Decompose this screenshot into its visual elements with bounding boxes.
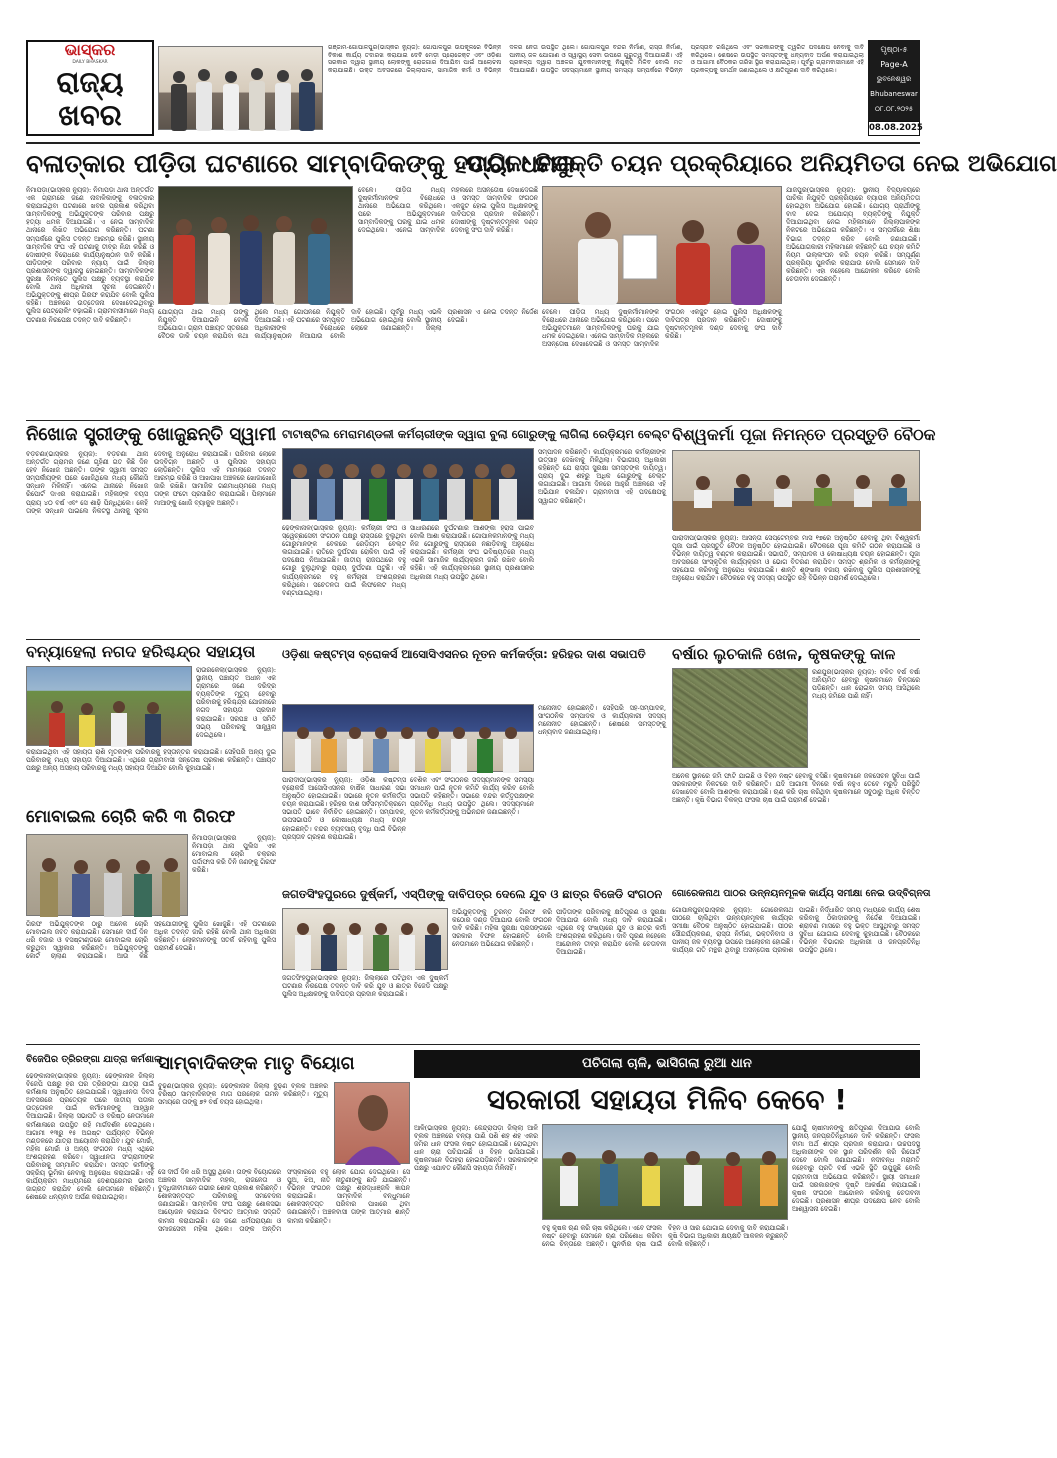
story-2-text: ବେଳେ। ପୀଡ଼ିତା ମଧ୍ୟ ଦୁଷ୍କର୍ମୀମାନଙ୍କ ବିରୋଧରେ ଥାନାରେ ଅଭିଯୋଗ କରିଥିଲେ। ପରେ ଅଭିଯୁକ୍ତମାନେ ସାମ୍ବାଦିକଙ୍କୁ ଘରକୁ ଯାଇ ଧମକ ଦେଇଥିଲେ। ଏନେଇ ସାମ୍ବାଦିକ ମହଲରେ ଅସନ୍ତୋଷ ଦେଖାଦେଇଛି ଓ ସମସ୍ତ ସାମ୍ବାଦିକ ସଂଗଠନ ଏକଜୁଟ ହୋଇ ପୁଲିସ ଅଧିକ୍ଷକଙ୍କୁ ଦାବିପତ୍ର ପ୍ରଦାନ କରିଛନ୍ତି। ଦୋଷୀଙ୍କୁ ଦୃଷ୍ଟାନ୍ତମୂଳକ ଦଣ୍ଡ ଦେବାକୁ ସଂଘ ଦାବି କରିଛି।	[358, 186, 538, 235]
headline-mobile-theft: ମୋବାଇଲ ଚୋରି କରି ୩ ଗିରଫ	[26, 807, 236, 827]
police-arrest-figures	[27, 835, 189, 917]
story-27-text: ବହୁ କୃଷକ ଋଣ କରି ଚାଷ କରିଥିଲେ। ଏବେ ଫସଲ ନଷ୍ଟ ହେବାରୁ ସେମାନେ ଋଣ ପରିଶୋଧ କରିବା ନେଇ ଚିନ୍ତାରେ ଅଛନ୍ତି। ପୁନର୍ବାର ଚାଷ ପାଇଁ ବିହନ ଓ ସାର ଯୋଗାଇ ଦେବାକୁ ଦାବି କରାଯାଇଛି। କୃଷି ବିଭାଗ ଅଧିକାରୀ କ୍ଷୟକ୍ଷତି ଆକଳନ କରୁଛନ୍ତି ବୋଲି କହିଛନ୍ତି।	[542, 1224, 788, 1249]
people-meeting-photo	[158, 186, 353, 304]
top-story-text: ଗଞ୍ଜାମ-ଗୋପାଳପୁର(ଭାସ୍କର ନ୍ୟୁଜ): ଗୋପାଳପୁର ଉପକୂଳରେ ବିଭିନ୍ନ ବିକାଶ କାର୍ଯ୍ୟ ତଦାରଖ କରାଯାଇ ଦେବି ମେଡ଼ୀ ପ୍ରୋଜେକ୍ଟ ଏବଂ ଓଡ଼ିଶା ସରକାର ଦ୍ୱାରା ସ୍ଥାନୀୟ ଲୋକଙ୍କୁ ରୋଜଗାର ଦିଆଯିବା ପାଇଁ ଆଲୋଚନା କରାଯାଇଛି। ଉକ୍ତ ଅବସରରେ ଜିଲ୍ଲାପାଳ, ସାମାଜିକ କର୍ମୀ ଓ ବିଭିନ୍ନ ଦଳର ନେତା ଉପସ୍ଥିତ ଥିଲେ। ଗୋପାଳପୁର ବନ୍ଦର ନିର୍ମାଣ, ରାସ୍ତା ନିର୍ମାଣ, ପାନୀୟ ଜଳ ଯୋଗାଣ ଓ ସ୍ୱାସ୍ଥ୍ୟ ସେବା ଉପରେ ଗୁରୁତ୍ୱ ଦିଆଯାଇଛି। ଏହି ପ୍ରକଳ୍ପ ଦ୍ୱାରା ଅଞ୍ଚଳର ଯୁବକମାନଙ୍କୁ ନିଯୁକ୍ତି ମିଳିବ ବୋଲି ମତ ଦିଆଯାଇଛି। ଉପସ୍ଥିତ ସଦସ୍ୟମାନେ ସ୍ଥାନୀୟ ସମସ୍ୟା ସମ୍ପର୍କରେ ବିଭିନ୍ନ ପ୍ରସ୍ତାବ ରଖିଥିଲେ ଏବଂ ସରକାରଙ୍କୁ ତ୍ୱରିତ ପଦକ୍ଷେପ ନେବାକୁ ଦାବି କରିଥିଲେ। ଶେଷରେ ଉପସ୍ଥିତ ସମସ୍ତଙ୍କୁ ଧନ୍ୟବାଦ ଅର୍ପଣ କରାଯାଇଥିଲା ଓ ଆଗାମୀ ବୈଠକର ତାରିଖ ସ୍ଥିର କରାଯାଇଥିଲା। ପୂର୍ବରୁ ଗ୍ରାମବାସୀମାନେ ଏହି ପ୍ରକଳ୍ପକୁ ସମର୍ଥନ ଜଣାଇଥିଲେ ଓ କ୍ଷତିପୂରଣ ଦାବି କରିଥିଲେ।	[328, 44, 864, 74]
story-22-text: ଗୋପାଳପୁର(ଭାସ୍କର ନ୍ୟୁଜ): ଗୋରେକନାଥ ପୀଠରେ ଚାଲିଥିବା ଉନ୍ନୟନମୂଳକ କାର୍ଯ୍ୟର ସମୀକ୍ଷା ବୈଠକ ଅନୁଷ୍ଠିତ ହୋଇଯାଇଛି। ପୀଠର ସୌନ୍ଦର୍ଯ୍ୟକରଣ, ରାସ୍ତା ନିର୍ମାଣ, ଭକ୍ତନିବାସ ଓ ପାନୀୟ ଜଳ ବ୍ୟବସ୍ଥା ଉପରେ ଆଲୋଚନା ହୋଇଛି। କାର୍ଯ୍ୟର ଗତି ମନ୍ଥର ଥିବାରୁ ଅସନ୍ତୋଷ ପ୍ରକାଶ ପାଇଛି। ନିର୍ଦ୍ଧାରିତ ସମୟ ମଧ୍ୟରେ କାର୍ଯ୍ୟ ଶେଷ କରିବାକୁ ଠିକାଦାରଙ୍କୁ ନିର୍ଦ୍ଦେଶ ଦିଆଯାଇଛି। ଶ୍ରାବଣ ମାସରେ ବହୁ ଭକ୍ତ ଆସୁଥିବାରୁ ସମସ୍ତ ସୁବିଧା ଯୋଗାଇ ଦେବାକୁ କୁହାଯାଇଛି। ବୈଠକରେ ବିଭିନ୍ନ ବିଭାଗର ଅଧିକାରୀ ଓ ଜନପ୍ରତିନିଧି ଉପସ୍ଥିତ ଥିଲେ।	[672, 906, 920, 955]
story-4-text: ଯୋଗ୍ୟତା ଥାଇ ମଧ୍ୟ ତାଙ୍କୁ ନିଯୁକ୍ତି ଦିଆଯାଇନି ବୋଲି ଅଭିଯୋଗ। ଗ୍ରାମ ପଞ୍ଚାୟତ ସ୍ତରରେ ବୈଠକ ଡାକି ଚୟନ କରାଯିବା କଥା ଥିଲେ ମଧ୍ୟ ଗୋପନରେ ନିଯୁକ୍ତି ଦିଆଯାଇଛି। ଏହି ଘଟଣାରେ ସମ୍ପୃକ୍ତ ଅଧିକାରୀଙ୍କ ବିରୋଧରେ କାର୍ଯ୍ୟାନୁଷ୍ଠାନ ନିଆଯାଉ ବୋଲି ଦାବି ହୋଇଛି। ପୂର୍ବରୁ ମଧ୍ୟ ଏଭଳି ଅଭିଯୋଗ ହୋଇଥିଲା ବୋଲି ସ୍ଥାନୀୟ ଲୋକେ ଜଣାଇଛନ୍ତି। ଜିଲ୍ଲା ପ୍ରଶାସନ ଏ ନେଇ ତଦନ୍ତ ନିର୍ଦ୍ଦେଶ ଦେଇଛି।	[158, 308, 538, 341]
flooded-paddy-figures	[543, 1125, 789, 1221]
brand-logo: ଭାସ୍କର	[64, 40, 116, 59]
story-16-text: ଅନେକ ସ୍ଥାନରେ ଜମି ଫାଟି ଯାଇଛି ଓ ବିହନ ନଷ୍ଟ ହେବାକୁ ବସିଛି। କୃଷକମାନେ ଜଳସେଚନ ସୁବିଧା ପାଇଁ ସରକାରଙ୍କ ନିକଟରେ ଦାବି କରିଛନ୍ତି। ଯଦି ଆଗାମୀ ଦିନରେ ବର୍ଷା ନହୁଏ ତେବେ ମରୁଡ଼ି ପରିସ୍ଥିତି ଦେଖାଦେବ ବୋଲି ଆଶଙ୍କା କରାଯାଉଛି। ଋଣ କରି ଚାଷ କରିଥିବା କୃଷକମାନେ ସବୁଠାରୁ ଅଧିକ ଚିନ୍ତିତ ଅଛନ୍ତି। କୃଷି ବିଭାଗ ବିକଳ୍ପ ଫସଲ ଚାଷ ପାଇଁ ପରାମର୍ଶ ଦେଇଛି।	[672, 772, 920, 805]
dry-field-photo	[672, 668, 808, 768]
cattle-belt-event-photo	[282, 448, 534, 520]
story-5-text: ବଡ଼ଚଣା(ଭାସ୍କର ନ୍ୟୁଜ): ବଡ଼ଚଣା ଥାନା ଅନ୍ତର୍ଗତ ଗ୍ରାମର ଜଣେ ଗୃହିଣୀ ଗତ କିଛି ଦିନ ହେବ ନିଖୋଜ ଅଛନ୍ତି। ତାଙ୍କ ସ୍ୱାମୀ ସମସ୍ତ ସମ୍ପର୍କୀୟଙ୍କ ଘରେ ଖୋଜିଥିଲେ ମଧ୍ୟ କୌଣସି ସନ୍ଧାନ ମିଳିନାହିଁ। ଏନେଇ ଥାନାରେ ନିଖୋଜ ରିପୋର୍ଟ ଦାଏର କରାଯାଇଛି। ମହିଳାଙ୍କ ବୟସ ପ୍ରାୟ ୪୦ ବର୍ଷ ଏବଂ ସେ ଶାଢ଼ି ପିନ୍ଧିଥିଲେ। କେହି ତାଙ୍କ ସନ୍ଧାନ ପାଇଲେ ନିକଟସ୍ଥ ଥାନାକୁ ସୂଚନା ଦେବାକୁ ଅନୁରୋଧ କରାଯାଇଛି। ପରିବାର ଲୋକେ ଉଦ୍‌ବିଗ୍ନ ଅଛନ୍ତି ଓ ପୁଲିସର ସହାୟତା ଲୋଡ଼ିଛନ୍ତି। ପୁଲିସ ଏହି ମାମଲାରେ ତଦନ୍ତ ଆରମ୍ଭ କରିଛି ଓ ଆଖପାଖ ଅଞ୍ଚଳରେ ଖୋଜାଖୋଜି ଜାରି ରଖିଛି। ସାମାଜିକ ଗଣମାଧ୍ୟମରେ ମଧ୍ୟ ତାଙ୍କ ଫଟୋ ପ୍ରସାରିତ କରାଯାଇଛି। ପିଲାମାନେ ମାଆଙ୍କୁ ଖୋଜି ବ୍ୟାକୁଳ ଅଛନ୍ତି।	[26, 450, 276, 515]
headline-journalist-mother: ସାମ୍ବାଦିକଙ୍କ ମାତୃ ବିୟୋଗ	[158, 1053, 355, 1074]
story-10-text: ରାଉରକେଲା(ଭାସ୍କର ନ୍ୟୁଜ): ସ୍ଥାନୀୟ ପଞ୍ଚାୟତ ଅଧୀନ ଏକ ଗ୍ରାମରେ ଜଣେ ଦରିଦ୍ର ବ୍ୟକ୍ତିଙ୍କ ମୃତ୍ୟୁ ହେବାରୁ ପରିବାରକୁ ହରିଶ୍ଚନ୍ଦ୍ର ଯୋଜନାରେ ନଗଦ ସହାୟତା ପ୍ରଦାନ କରାଯାଇଛି। ସରପଞ୍ଚ ଓ ସମିତି ସଭ୍ୟ ପରିବାରକୁ ସାନ୍ତ୍ୱନା ଦେଇଥିଲେ।	[196, 666, 276, 739]
masthead	[26, 40, 154, 136]
story-18-text: ଗିରଫ ଅଭିଯୁକ୍ତଙ୍କ ଠାରୁ ଅନେକ ଚୋରି ମୋବାଇଲ ଜବତ କରାଯାଇଛି। ସେମାନେ ଦୀର୍ଘ ଦିନ ଧରି ବଜାର ଓ ବସଷ୍ଟାଣ୍ଡରେ ମୋବାଇଲ ଚୋରି କରୁଥିବା ସ୍ୱୀକାର କରିଛନ୍ତି। ଅଭିଯୁକ୍ତଙ୍କୁ କୋର୍ଟ ଚାଲାଣ କରାଯାଇଛି। ଆଉ କିଛି ସହଯୋଗୀଙ୍କୁ ପୁଲିସ ଖୋଜୁଛି। ଏହି ଘଟଣାରେ ଅଧିକ ତଦନ୍ତ ଜାରି ରହିଛି ବୋଲି ଥାନା ଅଧିକାରୀ କହିଛନ୍ତି। ଲୋକମାନଙ୍କୁ ସତର୍କ ରହିବାକୁ ପୁଲିସ ପରାମର୍ଶ ଦେଇଛି।	[26, 920, 276, 961]
headline-jagatsinghpur: ଜଗତସିଂହପୁରରେ ଦୁର୍ଷ୍କର୍ମ, ଏସ୍‌ପିଙ୍କୁ ଦାବିପତ୍ର ଦେଲେ ଯୁବ ଓ ଛାତ୍ର ବିଜେଡି ସଂଗଠନ	[282, 887, 663, 901]
page-number-en: Page-A	[880, 60, 908, 69]
headline-gorekhnath: ଗୋରେକନାଥ ପାଠର ଉନ୍ନୟନମୂଳକ କାର୍ଯ୍ୟ ସମୀକ୍ଷା ନେଇ ଉଦ୍‌ବିଗ୍ନତା	[672, 888, 931, 899]
section-title-line2: ଖବର	[58, 98, 122, 132]
meeting-hall-photo	[672, 450, 920, 530]
complaint-submission-photo	[542, 186, 782, 304]
story-3-text: ଯାଜପୁର(ଭାସ୍କର ନ୍ୟୁଜ): ସ୍ଥାନୀୟ ବିଦ୍ୟାଳୟରେ ପାଚିକା ନିଯୁକ୍ତି ପ୍ରକ୍ରିୟାରେ ବ୍ୟାପକ ଅନିୟମିତତା ହୋଇଥିବା ଅଭିଯୋଗ ହୋଇଛି। ଯୋଗ୍ୟ ପ୍ରାର୍ଥୀଙ୍କୁ ବାଦ ଦେଇ ଅଯୋଗ୍ୟ ବ୍ୟକ୍ତିଙ୍କୁ ନିଯୁକ୍ତି ଦିଆଯାଇଥିବା ନେଇ ମହିଳାମାନେ ଜିଲ୍ଲାପାଳଙ୍କ ନିକଟରେ ଅଭିଯୋଗ କରିଛନ୍ତି। ଏ ସମ୍ପର୍କରେ ଶିକ୍ଷା ବିଭାଗ ତଦନ୍ତ କରିବ ବୋଲି ଜଣାଯାଇଛି। ଅଭିଯୋଗକାରୀ ମହିଳାମାନେ କହିଛନ୍ତି ଯେ ଚୟନ କମିଟି ନିୟମ ଉଲ୍ଲଂଘନ କରି ଚୟନ କରିଛି। ସମ୍ପୂର୍ଣ୍ଣ ପ୍ରକ୍ରିୟା ପୁନର୍ବାର କରାଯାଉ ବୋଲି ସେମାନେ ଦାବି କରିଛନ୍ତି। ଏହା ନହେଲେ ଆନ୍ଦୋଳନ କରିବେ ବୋଲି ଚେତାବନୀ ଦେଇଛନ୍ତି।	[786, 186, 920, 284]
people-meeting-figures	[159, 187, 354, 305]
headline-bjp-tiranga: ବିଜେପିର ତ୍ରିରଙ୍ଗା ଯାତ୍ରା କର୍ମଶାଳା	[26, 1054, 163, 1065]
headline-missing-wife: ନିଖୋଜ ସ୍ତ୍ରୀଙ୍କୁ ଖୋଜୁଛନ୍ତି ସ୍ୱାମୀ	[26, 424, 277, 445]
story-1-text: ନିମାପଡ଼ା(ଭାସ୍କର ନ୍ୟୁଜ): ନିମାପଡ଼ା ଥାନା ଅନ୍ତର୍ଗତ ଏକ ଗ୍ରାମରେ ଜଣେ ନାବାଳିକାଙ୍କୁ ବଳାତ୍କାର କରାଯାଇଥିବା ଘଟଣାରେ ଖବର ପ୍ରକାଶ କରିଥିବା ସାମ୍ବାଦିକଙ୍କୁ ଅଭିଯୁକ୍ତଙ୍କ ପରିବାର ପକ୍ଷରୁ ହତ୍ୟା ଧମକ ଦିଆଯାଇଛି। ଏ ନେଇ ସାମ୍ବାଦିକ ଥାନାରେ ଲିଖିତ ଅଭିଯୋଗ କରିଛନ୍ତି। ଘଟଣା ସମ୍ପର୍କରେ ପୁଲିସ ତଦନ୍ତ ଆରମ୍ଭ କରିଛି। ସ୍ଥାନୀୟ ସାମ୍ବାଦିକ ସଂଘ ଏହି ଘଟଣାକୁ ତୀବ୍ର ନିନ୍ଦା କରିଛି ଓ ଦୋଷୀଙ୍କ ବିରୋଧରେ କାର୍ଯ୍ୟାନୁଷ୍ଠାନ ଦାବି କରିଛି। ପୀଡ଼ିତାଙ୍କ ପରିବାର ନ୍ୟାୟ ପାଇଁ ଜିଲ୍ଲା ପ୍ରଶାସନଙ୍କ ଦ୍ୱାରସ୍ଥ ହୋଇଛନ୍ତି। ସାମ୍ବାଦିକଙ୍କ ସୁରକ୍ଷା ନିମନ୍ତେ ପୁଲିସ ପକ୍ଷରୁ ବ୍ୟବସ୍ଥା କରାଯିବ ବୋଲି ଥାନା ଅଧିକାରୀ ସୂଚନା ଦେଇଛନ୍ତି। ଅଭିଯୁକ୍ତଙ୍କୁ ଶୀଘ୍ର ଗିରଫ କରାଯିବ ବୋଲି ପୁଲିସ କହିଛି। ଅଞ୍ଚଳରେ ଉତ୍ତେଜନା ଦେଖାଦେଇଥିବାରୁ ପୁଲିସ ପେଟ୍ରୋଲିଂ ବଢ଼ାଇଛି। ଗ୍ରାମବାସୀମାନେ ମଧ୍ୟ ଘଟଣାର ନିରପେକ୍ଷ ତଦନ୍ତ ଦାବି କରିଛନ୍ତି।	[26, 186, 154, 324]
flooded-paddy-photo	[542, 1124, 788, 1220]
story-21-text: ପୀଡ଼ିତାଙ୍କ ପରିବାରକୁ କ୍ଷତିପୂରଣ ଓ ସୁରକ୍ଷା ଦିଆଯାଉ ବୋଲି ମଧ୍ୟ ଦାବି କରାଯାଇଛି। ଏଥିରେ ବହୁ ସଂଖ୍ୟାରେ ଯୁବ ଓ ଛାତ୍ର କର୍ମୀ ଅଂଶଗ୍ରହଣ କରିଥିଲେ। ଦାବି ପୂରଣ ନହେଲେ ଆନ୍ଦୋଳନ ତୀବ୍ର କରାଯିବ ବୋଲି ଚେତାବନୀ ଦିଆଯାଇଛି।	[556, 908, 666, 957]
date-en: 08.08.2025	[868, 121, 920, 136]
headline-customs-brokers: ଓଡ଼ିଶା କଷ୍ଟମ୍ସ ବ୍ରୋକର୍ସ ଆସୋସିଏସନର ନୂତନ କର୍ମକର୍ତ୍ତା: ହରିହର ଦାଶ ସଭାପତି	[282, 647, 646, 661]
brand-sub: DAILY BHASKAR	[72, 60, 108, 65]
headline-rape-victim-journalist: ବଳାତ୍କାର ପୀଡ଼ିତା ଘଟଣାରେ ସାମ୍ବାଦିକଙ୍କୁ ହତ୍ୟା ଧମକ	[26, 149, 576, 178]
story-8-text: ସମ୍ପାଦନ କରିଛନ୍ତି। କାର୍ଯ୍ୟକ୍ରମରେ କର୍ମଚାରୀଙ୍କ ଉତ୍ସାହ ଦେଖିବାକୁ ମିଳିଥିଲା। ବିଭାଗୀୟ ଅଧିକାରୀ କହିଛନ୍ତି ଯେ ରାସ୍ତା ସୁରକ୍ଷା ସମସ୍ତଙ୍କ ଦାୟିତ୍ୱ। ପ୍ରାୟ ଦୁଇ ଶହରୁ ଅଧିକ ଗୋରୁଙ୍କୁ ବେଲ୍ଟ ଲଗାଯାଇଛି। ଆଗାମୀ ଦିନରେ ଆହୁରି ଅଞ୍ଚଳରେ ଏହି ଅଭିଯାନ ଚଳାଯିବ। ଗ୍ରାମବାସୀ ଏହି ପଦକ୍ଷେପକୁ ସ୍ୱାଗତ କରିଛନ୍ତି।	[538, 448, 666, 505]
story-25-text: ସେ ଦୀର୍ଘ ଦିନ ଧରି ଅସୁସ୍ଥ ଥିଲେ। ତାଙ୍କ ବିୟୋଗରେ ଅଞ୍ଚଳର ସାମ୍ବାଦିକ ମହଲ, ରାଜନେତା ଓ ବୁଦ୍ଧିଜୀବୀମାନେ ଗଭୀର ଶୋକ ପ୍ରକାଶ କରିଛନ୍ତି। ଶୋକସନ୍ତପ୍ତ ପରିବାରକୁ ସମବେଦନା ଜଣାଯାଇଛି। ସାମ୍ବାଦିକ ସଂଘ ପକ୍ଷରୁ ଶୋକସଭା ଆୟୋଜନ କରାଯାଇ ଦିବଂଗତ ଆତ୍ମାର ସଦ୍‌ଗତି କାମନା କରାଯାଇଛି। ସେ ଜଣେ ଧର୍ମପରାୟଣା ଓ ସମାଜସେବୀ ମହିଳା ଥିଲେ। ତାଙ୍କ ଅନ୍ତିମ ସଂସ୍କାରରେ ବହୁ ଲୋକ ଯୋଗ ଦେଇଥିଲେ। ସେ ପୁଅ, ଝିଅ, ନାତି ନାତୁଣୀଙ୍କୁ ଛାଡ଼ି ଯାଇଛନ୍ତି। ବିଭିନ୍ନ ସଂଗଠନ ପକ୍ଷରୁ ଶ୍ରଦ୍ଧାଞ୍ଜଳି ଜ୍ଞାପନ କରାଯାଇଛି। ସାମ୍ବାଦିକ ବନ୍ଧୁମାନେ ଶୋକସନ୍ତପ୍ତ ପରିବାର ପାଖରେ ଥିବା ଜଣାଇଛନ୍ତି। ଅଞ୍ଚଳବାସୀ ତାଙ୍କ ଆତ୍ମାର ଶାନ୍ତି କାମନା କରିଛନ୍ତି।	[158, 1168, 410, 1233]
story-23-text: ଢେଙ୍କାନାଳ(ଭାସ୍କର ନ୍ୟୁଜ): ଢେଙ୍କାନାଳ ଜିଲ୍ଲା ବିଜେପି ପକ୍ଷରୁ ହର ଘର ତ୍ରିରଙ୍ଗା ଯାତ୍ରା ପାଇଁ କର୍ମଶାଳା ଅନୁଷ୍ଠିତ ହୋଇଯାଇଛି। ସ୍ୱାଧୀନତା ଦିବସ ଅବସରରେ ପ୍ରତ୍ୟେକ ଘରେ ଜାତୀୟ ପତାକା ଉତ୍ତୋଳନ ପାଇଁ କର୍ମୀମାନଙ୍କୁ ଆହ୍ୱାନ ଦିଆଯାଇଛି। ଜିଲ୍ଲା ସଭାପତି ଓ ବରିଷ୍ଠ ନେତାମାନେ କର୍ମଶାଳାରେ ଉପସ୍ଥିତ ରହି ମାର୍ଗଦର୍ଶନ ଦେଇଥିଲେ। ଆଗାମୀ ୧୩ରୁ ୧୫ ଅଗଷ୍ଟ ପର୍ଯ୍ୟନ୍ତ ବିଭିନ୍ନ ମଣ୍ଡଳରେ ଯାତ୍ରା ଆୟୋଜନ କରାଯିବ। ଯୁବ ମୋର୍ଚ୍ଚା, ମହିଳା ମୋର୍ଚ୍ଚା ଓ ଅନ୍ୟ ସଂଗଠନ ମଧ୍ୟ ଏଥିରେ ଅଂଶଗ୍ରହଣ କରିବେ। ସ୍ୱାଧୀନତା ସଂଗ୍ରାମୀଙ୍କ ପରିବାରକୁ ସମ୍ମାନିତ କରାଯିବ। ସମସ୍ତ କର୍ମୀଙ୍କୁ ସକ୍ରିୟ ଭୂମିକା ନେବାକୁ ଅନୁରୋଧ କରାଯାଇଛି। ଏହି କାର୍ଯ୍ୟକ୍ରମ ମାଧ୍ୟମରେ ଦେଶପ୍ରେମର ଭାବନା ଜାଗ୍ରତ କରାଯିବ ବୋଲି ନେତାମାନେ କହିଛନ୍ତି। ଶେଷରେ ଧନ୍ୟବାଦ ଅର୍ପଣ କରାଯାଇଥିଲା।	[26, 1072, 154, 1202]
story-15-text: ରଣପୁର(ଭାସ୍କର ନ୍ୟୁଜ): ଚଳିତ ବର୍ଷ ବର୍ଷା ଅନିୟମିତ ହେବାରୁ କୃଷକମାନେ ଚିନ୍ତାରେ ପଡ଼ିଛନ୍ତି। ଧାନ ରୋଇବା ସମୟ ଆସିଥିଲେ ମଧ୍ୟ ଜମିରେ ପାଣି ନାହିଁ।	[812, 668, 920, 701]
story-20-text: ଅଭିଯୁକ୍ତଙ୍କୁ ତୁରନ୍ତ ଗିରଫ କରି କଠୋର ଦଣ୍ଡ ଦିଆଯାଉ ବୋଲି ସଂଗଠନ ଦାବି କରିଛି। ମହିଳା ସୁରକ୍ଷା ପ୍ରସଙ୍ଗରେ ସରକାର ବିଫଳ ହୋଇଛନ୍ତି ବୋଲି ନେତାମାନେ ଅଭିଯୋଗ କରିଛନ୍ତି।	[452, 908, 552, 949]
headline-rain-farmers: ବର୍ଷାର ଲୁଚକାଳି ଖେଳ, କୃଷକଙ୍କୁ କାଳ	[672, 645, 896, 663]
story-12-text: ପାରାଦୀପ(ଭାସ୍କର ନ୍ୟୁଜ): ଓଡ଼ିଶା କଷ୍ଟମ୍ସ ବ୍ରୋକର୍ସ ଆସୋସିଏସନର ବାର୍ଷିକ ସାଧାରଣ ସଭା ଅନୁଷ୍ଠିତ ହୋଇଯାଇଛି। ସଭାରେ ନୂତନ କର୍ମକର୍ତ୍ତା ଚୟନ କରାଯାଇଛି। ହରିହର ଦାଶ ସର୍ବସମ୍ମତିକ୍ରମେ ସଭାପତି ଭାବେ ନିର୍ବାଚିତ ହୋଇଛନ୍ତି। ସମ୍ପାଦକ, ଉପସଭାପତି ଓ କୋଷାଧ୍ୟକ୍ଷ ମଧ୍ୟ ଚୟନ ହୋଇଛନ୍ତି। ବନ୍ଦର ବ୍ୟବସାୟ ବୃଦ୍ଧି ପାଇଁ ବିଭିନ୍ନ ପ୍ରସ୍ତାବ ଗ୍ରହଣ କରାଯାଇଛି।	[282, 776, 406, 841]
cattle-belt-event-figures	[283, 449, 535, 521]
complaint-submission-figures	[543, 187, 783, 305]
deceased-portrait-figure	[335, 1083, 411, 1165]
police-arrest-photo	[26, 834, 188, 916]
story-14-text: ମନୋନୀତ ହୋଇଛନ୍ତି। ସେହିପରି ସହ-ସମ୍ପାଦକ, ସାଂଗଠନିକ ସମ୍ପାଦକ ଓ କାର୍ଯ୍ୟକାରୀ ସଦସ୍ୟ ମନୋନୀତ ହୋଇଛନ୍ତି। ଶେଷରେ ସମସ୍ତଙ୍କୁ ଧନ୍ୟବାଦ ଜଣାଯାଇଥିଲା।	[538, 704, 666, 737]
meeting-hall-figures	[673, 451, 921, 531]
divider	[26, 1044, 920, 1045]
story-13-text: ବେଶିକ ଏବଂ ସଂଗଠନର ସଦସ୍ୟମାନଙ୍କ ସମସ୍ୟା ସମାଧାନ ପାଇଁ ନୂତନ କମିଟି କାର୍ଯ୍ୟ କରିବ ବୋଲି ସଭାପତି କହିଛନ୍ତି। ସଭାରେ ବନ୍ଦର କର୍ତ୍ତୃପକ୍ଷଙ୍କ ପ୍ରତିନିଧି ମଧ୍ୟ ଉପସ୍ଥିତ ଥିଲେ। ସଦସ୍ୟମାନେ ନୂତନ କର୍ମକର୍ତ୍ତାଙ୍କୁ ଅଭିନନ୍ଦନ ଜଣାଇଛନ୍ତି।	[410, 776, 534, 817]
story-19-text: ଜଗତସିଂହପୁର(ଭାସ୍କର ନ୍ୟୁଜ): ଜିଲ୍ଲାରେ ଘଟିଥିବା ଏକ ଦୁଷ୍କର୍ମ ଘଟଣାର ନିରପେକ୍ଷ ତଦନ୍ତ ଦାବି କରି ଯୁବ ଓ ଛାତ୍ର ବିଜେଡି ପକ୍ଷରୁ ପୁଲିସ ଅଧିକ୍ଷକଙ୍କୁ ଦାବିପତ୍ର ପ୍ରଦାନ କରାଯାଇଛି।	[282, 974, 448, 999]
story-28-text: ଯୋଗୁଁ ଚାଷୀମାନଙ୍କୁ କ୍ଷତିପୂରଣ ଦିଆଯାଉ ବୋଲି ସ୍ଥାନୀୟ ଜନପ୍ରତିନିଧିମାନେ ଦାବି କରିଛନ୍ତି। ଫସଲ ବୀମା ଅର୍ଥ ଶୀଘ୍ର ପ୍ରଦାନ କରାଯାଉ। ଉଚ୍ଚପଦସ୍ଥ ଅଧିକାରୀଙ୍କ ଦଳ ସ୍ଥାନ ପରିଦର୍ଶନ କରି ରିପୋର୍ଟ ଦେବେ ବୋଲି ଜଣାଯାଇଛି। ନଦୀବନ୍ଧ ମରାମତି ନହେବାରୁ ପ୍ରତି ବର୍ଷ ଏଭଳି ସ୍ଥିତି ଉପୁଜୁଛି ବୋଲି ଗ୍ରାମବାସୀ ଅଭିଯୋଗ କରିଛନ୍ତି। ସ୍ଥାୟୀ ସମାଧାନ ପାଇଁ ସରକାରଙ୍କ ଦୃଷ୍ଟି ଆକର୍ଷଣ କରାଯାଇଛି। କୃଷକ ସଂଗଠନ ଆନ୍ଦୋଳନ କରିବାକୁ ଚେତାବନୀ ଦେଇଛି। ପ୍ରଶାସନ ଶୀଘ୍ର ପଦକ୍ଷେପ ନେବ ବୋଲି ଆଶ୍ୱାସନା ଦେଇଛି।	[792, 1124, 920, 1213]
page-number-or: ପୃଷ୍ଠା-୫	[880, 45, 908, 54]
headline-vishwakarma-puja: ବିଶ୍ୱକର୍ମା ପୂଜା ନିମନ୍ତେ ପ୍ରସ୍ତୁତି ବୈଠକ	[672, 425, 936, 444]
page-info-box	[868, 40, 923, 136]
story-24-text: ବୁଢ଼ଣ(ଭାସ୍କର ନ୍ୟୁଜ): ଢେଙ୍କାନାଳ ଜିଲ୍ଲା ବୁଢ଼ଣ ବ୍ଲକ ଅଞ୍ଚଳର ବରିଷ୍ଠ ସାମ୍ବାଦିକଙ୍କ ମାତା ପରଲୋକ ଗମନ କରିଛନ୍ତି। ମୃତ୍ୟୁ ସମୟରେ ତାଙ୍କୁ ୭୨ ବର୍ଷ ବୟସ ହୋଇଥିଲା।	[158, 1082, 328, 1107]
city-or: ଭୁବନେଶ୍ୱର	[876, 75, 912, 83]
divider	[26, 420, 920, 421]
memorandum-figures	[283, 909, 449, 971]
headline-cattle-radium-belt: ଟାଟାଷ୍ଟିଲ ମେରାମଣ୍ଡଳୀ କର୍ମଚାରୀଙ୍କ ଦ୍ୱାରା ବୁଲା ଗୋରୁଙ୍କୁ ଲାଗିଲା ରେଡ଼ିୟମ ବେଲ୍ଟ	[282, 427, 670, 441]
headline-cook-recruitment: ପାଚିକା ନିଯୁକ୍ତି ଚୟନ ପ୍ରକ୍ରିୟାରେ ଅନିୟମିତତା ନେଇ ଅଭିଯୋଗ	[466, 151, 1057, 177]
village-figures	[27, 667, 193, 747]
story-11-text: କରାଯାଇଥିବା ଏହି ସହାୟତା ରାଶି ମୃତକଙ୍କ ପରିବାରକୁ ହସ୍ତାନ୍ତର କରାଯାଇଛି। ସେହିପରି ଅନ୍ୟ ଦୁଇ ପରିବାରକୁ ମଧ୍ୟ ସହାୟତା ଦିଆଯାଇଛି। ଏଥିରେ ଗ୍ରାମବାସୀ ସନ୍ତୋଷ ପ୍ରକାଶ କରିଛନ୍ତି। ପଞ୍ଚାୟତ ପକ୍ଷରୁ ଅନ୍ୟ ଅସହାୟ ପରିବାରକୁ ମଧ୍ୟ ସହାୟତା ଦିଆଯିବ ବୋଲି କୁହାଯାଇଛି।	[26, 748, 276, 773]
story-17-text: ନିମାପଡ଼ା(ଭାସ୍କର ନ୍ୟୁଜ): ନିମାପଡ଼ା ଥାନା ପୁଲିସ ଏକ ମୋବାଇଲ ଚୋରି ଚକ୍ରର ପର୍ଦ୍ଦାଫାସ କରି ତିନି ଜଣଙ୍କୁ ଗିରଫ କରିଛି।	[192, 834, 276, 875]
section-title-line1: ରାଜ୍ୟ	[56, 65, 124, 99]
story-26-text: ଆଳି(ଭାସ୍କର ନ୍ୟୁଜ): କେନ୍ଦ୍ରାପଡ଼ା ଜିଲ୍ଲା ଆଳି ବ୍ଲକ ଅଞ୍ଚଳରେ ବନ୍ୟା ପାଣି ପଶି ଶହ ଶହ ଏକର ଜମିର ଧାନ ଫସଲ ନଷ୍ଟ ହୋଇଯାଇଛି। ରୋଇଥିବା ଧାନ ଚାରା ପଚିଯାଇଛି ଓ ବିହନ ଭାସିଯାଇଛି। କୃଷକମାନେ ଦିଗହରା ହୋଇପଡ଼ିଛନ୍ତି। ସରକାରଙ୍କ ପକ୍ଷରୁ ଏଯାବତ କୌଣସି ସହାୟତା ମିଳିନାହିଁ।	[414, 1124, 538, 1173]
group-photo	[158, 46, 323, 130]
association-group-photo	[282, 704, 534, 772]
memorandum-photo	[282, 908, 448, 970]
village-photo	[26, 666, 192, 746]
story-3b-text: ବେଳେ। ପୀଡ଼ିତା ମଧ୍ୟ ଦୁଷ୍କର୍ମୀମାନଙ୍କ ବିରୋଧରେ ଥାନାରେ ଅଭିଯୋଗ କରିଥିଲେ। ପରେ ଅଭିଯୁକ୍ତମାନେ ସାମ୍ବାଦିକଙ୍କୁ ଘରକୁ ଯାଇ ଧମକ ଦେଇଥିଲେ। ଏନେଇ ସାମ୍ବାଦିକ ମହଲରେ ଅସନ୍ତୋଷ ଦେଖାଦେଇଛି ଓ ସମସ୍ତ ସାମ୍ବାଦିକ ସଂଗଠନ ଏକଜୁଟ ହୋଇ ପୁଲିସ ଅଧିକ୍ଷକଙ୍କୁ ଦାବିପତ୍ର ପ୍ରଦାନ କରିଛନ୍ତି। ଦୋଷୀଙ୍କୁ ଦୃଷ୍ଟାନ୍ତମୂଳକ ଦଣ୍ଡ ଦେବାକୁ ସଂଘ ଦାବି କରିଛି।	[542, 308, 782, 349]
city-en: Bhubaneswar	[870, 90, 918, 98]
story-6-text: ଢେଙ୍କାନାଳ(ଭାସ୍କର ନ୍ୟୁଜ): କର୍ମଚାରୀ ସଂଘ ଓ ସ୍ୱେଚ୍ଛାସେବୀ ସଂଗଠନ ପକ୍ଷରୁ ରାସ୍ତାରେ ବୁଲୁଥିବା ଗୋରୁମାନଙ୍କ ବେକରେ ରେଡ଼ିୟମ ବେଲ୍ଟ ଲଗାଯାଇଛି। ରାତିରେ ଦୁର୍ଘଟଣା ରୋକିବା ପାଇଁ ଏହି ପଦକ୍ଷେପ ନିଆଯାଇଛି। ଜାତୀୟ ରାଜପଥରେ ବହୁ ଗୋରୁ ବୁଲୁଥିବାରୁ ପ୍ରାୟ ଦୁର୍ଘଟଣା ଘଟୁଛି। ଏହି କାର୍ଯ୍ୟକ୍ରମରେ ବହୁ କର୍ମଚାରୀ ଅଂଶଗ୍ରହଣ କରିଥିଲେ। ସଚେତନତା ପାଇଁ ଲିଫଲେଟ ମଧ୍ୟ ବଣ୍ଟାଯାଇଥିଲା।	[282, 524, 406, 597]
date-or: ୦୮.୦୮.୨୦୨୫	[874, 105, 914, 113]
kicker-banner: ପଚିଗଲା ଚାଳି, ଭାସିଗଲା ରୁଆ ଧାନ	[414, 1050, 920, 1078]
deceased-portrait-photo	[334, 1082, 410, 1164]
story-9-text: ପାରାଦୀପ(ଭାସ୍କର ନ୍ୟୁଜ): ଆସନ୍ତା ସେପ୍ଟେମ୍ବର ମାସ ୧୭ରେ ଅନୁଷ୍ଠିତ ହେବାକୁ ଥିବା ବିଶ୍ୱକର୍ମା ପୂଜା ପାଇଁ ପ୍ରସ୍ତୁତି ବୈଠକ ଅନୁଷ୍ଠିତ ହୋଇଯାଇଛି। ବୈଠକରେ ପୂଜା କମିଟି ଗଠନ କରାଯାଇଛି ଓ ବିଭିନ୍ନ ଦାୟିତ୍ୱ ବଣ୍ଟନ କରାଯାଇଛି। ସଭାପତି, ସମ୍ପାଦକ ଓ କୋଷାଧ୍ୟକ୍ଷ ଚୟନ ହୋଇଛନ୍ତି। ପୂଜା ଅବସରରେ ସାଂସ୍କୃତିକ କାର୍ଯ୍ୟକ୍ରମ ଓ ଭୋଗ ବିତରଣ କରାଯିବ। ସମସ୍ତ ଶ୍ରମିକ ଓ କର୍ମଚାରୀଙ୍କୁ ସହଯୋଗ କରିବାକୁ ଅନୁରୋଧ କରାଯାଇଛି। ଶାନ୍ତି ଶୃଙ୍ଖଳା ବଜାୟ ରଖିବାକୁ ପୁଲିସ ପ୍ରଶାସନଙ୍କୁ ଅନୁରୋଧ କରାଯିବ। ବୈଠକରେ ବହୁ ସଦସ୍ୟ ଉପସ୍ଥିତ ରହି ବିଭିନ୍ନ ପରାମର୍ଶ ଦେଇଥିଲେ।	[672, 534, 920, 583]
divider	[26, 142, 920, 144]
group-photo-figures	[159, 47, 324, 131]
headline-govt-help: ସରକାରୀ ସହାୟତା ମିଳିବ କେବେ !	[486, 1083, 848, 1116]
headline-harishchandra-aid: ବନ୍ୟାହେଲା ନଗଦ ହରିଶ୍ଚନ୍ଦ୍ର ସହାୟତା	[26, 642, 256, 661]
story-7-text: ସାଧାରଣରେ ଦୁର୍ଘଟଣାର ଆଶଙ୍କା ହ୍ରାସ ପାଇବ ବୋଲି ଆଶା କରାଯାଉଛି। ଗୋପାଳକମାନଙ୍କୁ ମଧ୍ୟ ନିଜ ଗୋରୁଙ୍କୁ ରାସ୍ତାରେ ନଛାଡ଼ିବାକୁ ଅନୁରୋଧ କରାଯାଇଛି। କର୍ମଚାରୀ ସଂଘ ଭବିଷ୍ୟତରେ ମଧ୍ୟ ଏଭଳି ସାମାଜିକ କାର୍ଯ୍ୟକ୍ରମ ଜାରି ରଖିବ ବୋଲି କହିଛି। ଏହି କାର୍ଯ୍ୟକ୍ରମରେ ସ୍ଥାନୀୟ ପ୍ରଶାସନର ଅଧିକାରୀ ମଧ୍ୟ ଉପସ୍ଥିତ ଥିଲେ।	[410, 524, 534, 581]
association-group-figures	[283, 705, 535, 773]
